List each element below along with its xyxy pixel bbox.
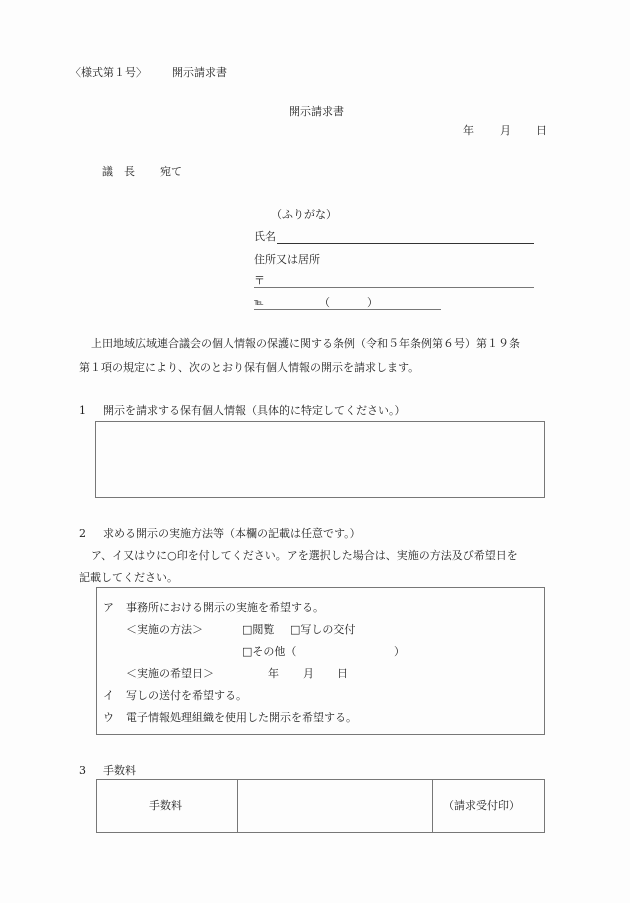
date-month-label: 月 — [500, 124, 511, 137]
method-option-view[interactable]: □閲覧 — [242, 623, 275, 636]
section-2-number: 2 — [79, 527, 86, 540]
stamp-label: （請求受付印） — [443, 799, 520, 812]
date-label: ＜実施の希望日＞ — [126, 667, 214, 680]
option-a-mark[interactable]: ア — [103, 601, 114, 614]
requested-info-field[interactable] — [95, 421, 545, 498]
method-option-copy[interactable]: □写しの交付 — [290, 623, 356, 636]
option-i-text: 写しの送付を希望する。 — [126, 689, 247, 702]
section-3-heading: 手数料 — [103, 764, 136, 777]
name-field[interactable] — [277, 243, 534, 244]
fee-amount-field[interactable] — [238, 780, 432, 832]
fee-table-divider-2 — [432, 779, 433, 833]
section-2-note-2: 記載してください。 — [79, 571, 178, 584]
addressee-title: 議 長 — [102, 165, 135, 178]
desired-month: 月 — [303, 667, 314, 680]
tel-field[interactable] — [254, 309, 441, 310]
name-label: 氏名 — [254, 230, 276, 243]
section-3-number: 3 — [79, 764, 86, 777]
tel-label: ℡ — [254, 298, 264, 308]
option-a-text: 事務所における開示の実施を希望する。 — [126, 601, 324, 614]
intro-line-2: 第１項の規定により、次のとおり保有個人情報の開示を請求します。 — [79, 361, 420, 374]
intro-line-1: 上田地域広域連合議会の個人情報の保護に関する条例（令和５年条例第６号）第１９条 — [91, 337, 520, 350]
date-day-label: 日 — [536, 124, 547, 137]
desired-day: 日 — [337, 667, 348, 680]
form-name: 開示請求書 — [172, 66, 227, 79]
address-field[interactable] — [254, 287, 534, 288]
addressee-suffix: 宛て — [160, 165, 182, 178]
page-title: 開示請求書 — [289, 105, 344, 118]
method-option-other[interactable]: □その他（ — [242, 645, 297, 658]
tel-open-paren: （ — [319, 296, 330, 309]
desired-year: 年 — [268, 667, 279, 680]
postal-mark: 〒 — [254, 274, 265, 287]
section-1-heading: 開示を請求する保有個人情報（具体的に特定してください。） — [103, 404, 406, 417]
tel-close-paren: ） — [367, 296, 378, 309]
option-u-mark[interactable]: ウ — [103, 711, 114, 724]
address-label: 住所又は居所 — [254, 253, 320, 266]
method-label: ＜実施の方法＞ — [126, 623, 203, 636]
option-u-text: 電子情報処理組織を使用した開示を希望する。 — [126, 711, 357, 724]
method-other-close: ） — [394, 645, 405, 658]
section-1-number: 1 — [79, 404, 86, 417]
section-2-heading: 求める開示の実施方法等（本欄の記載は任意です。） — [103, 527, 361, 540]
option-i-mark[interactable]: イ — [103, 689, 114, 702]
fee-label: 手数料 — [149, 799, 182, 812]
furigana-label: （ふりがな） — [271, 208, 337, 221]
date-year-label: 年 — [463, 124, 474, 137]
section-2-note-1: ア、イ又はウに○印を付してください。アを選択した場合は、実施の方法及び希望日を — [91, 549, 518, 562]
form-number: 〈様式第１号〉 — [70, 66, 147, 79]
